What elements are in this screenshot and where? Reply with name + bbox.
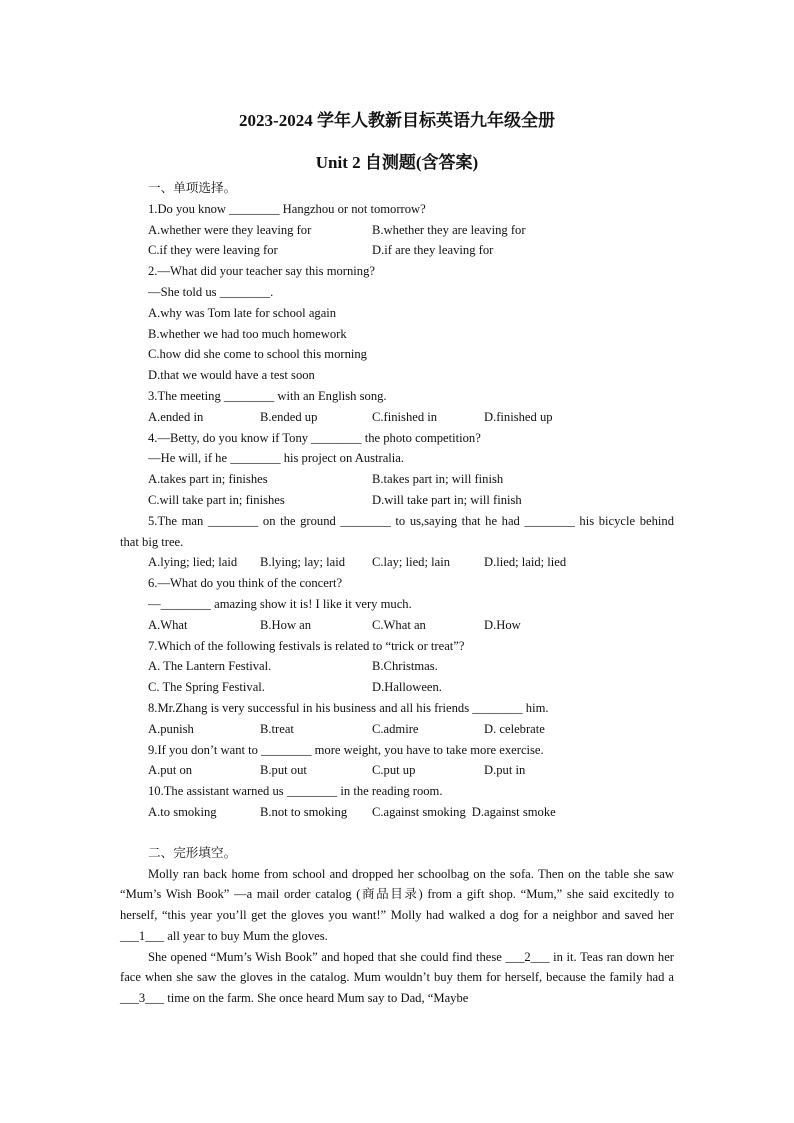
option: B.whether we had too much homework <box>148 326 347 341</box>
option: D.finished up <box>484 409 553 424</box>
option: A.ended in <box>148 409 204 424</box>
option: C.put up <box>372 763 416 778</box>
question-stem: 10.The assistant warned us ________ in the reading room. <box>148 784 443 799</box>
option-row <box>120 469 674 490</box>
question-reply: —She told us ________. <box>148 284 274 299</box>
option: C.will take part in; finishes <box>148 492 285 507</box>
question-reply: —________ amazing show it is! I like it very much. <box>148 596 412 611</box>
question-stem: 8.Mr.Zhang is very successful in his business and all his friends ________ him. <box>148 700 549 715</box>
option: A.lying; lied; laid <box>148 555 238 570</box>
option: A.What <box>148 617 188 632</box>
option: C.admire <box>372 721 419 736</box>
document-subtitle: Unit 2 自测题(含答案) <box>315 153 479 172</box>
option: C. The Spring Festival. <box>148 680 265 695</box>
option: C.What an <box>372 617 426 632</box>
option-row <box>120 615 674 636</box>
option-row <box>120 677 674 698</box>
option: D.against smoke <box>471 804 556 819</box>
question-stem: 9.If you don’t want to ________ more weight, you have to take more exercise. <box>148 742 544 757</box>
question-stem: 4.—Betty, do you know if Tony ________ the photo competition? <box>148 430 481 445</box>
option: C.if they were leaving for <box>148 243 278 258</box>
option: A. The Lantern Festival. <box>148 659 272 674</box>
option: C.against smoking <box>372 804 466 819</box>
question-stem: 3.The meeting ________ with an English song. <box>148 388 387 403</box>
document-title: 2023-2024 学年人教新目标英语九年级全册 <box>239 111 555 130</box>
option: A.punish <box>148 721 194 736</box>
option: B.lying; lay; laid <box>260 555 346 570</box>
question-stem: 7.Which of the following festivals is related to “trick or treat”? <box>148 638 465 653</box>
option: B.ended up <box>260 409 318 424</box>
option: B.not to smoking <box>260 804 348 819</box>
option: C.how did she come to school this morning <box>148 347 367 362</box>
option-row <box>120 407 674 428</box>
option-row <box>120 656 674 677</box>
section-heading: 二、完形填空。 <box>148 845 237 860</box>
option: A.to smoking <box>148 804 217 819</box>
option-row <box>120 240 674 261</box>
question-stem: 2.—What did your teacher say this morning? <box>148 264 375 279</box>
question-stem: 1.Do you know ________ Hangzhou or not tomorrow? <box>148 201 426 216</box>
option: D.will take part in; will finish <box>372 492 522 507</box>
question-reply: —He will, if he ________ his project on Australia. <box>148 451 405 466</box>
question-stem: 5.The man ________ on the ground ________ to us,saying that he had ________ his bicycle behind that big tree. <box>120 513 674 549</box>
option: D.that we would have a test soon <box>148 368 315 383</box>
option: D.How <box>484 617 521 632</box>
option: D.if are they leaving for <box>372 243 494 258</box>
option: A.takes part in; finishes <box>148 472 268 487</box>
option: D.Halloween. <box>372 680 442 695</box>
option: B.takes part in; will finish <box>372 472 504 487</box>
option-row <box>120 490 674 511</box>
option-row <box>120 220 674 241</box>
section-spacer <box>120 823 674 843</box>
option: A.put on <box>148 763 193 778</box>
option-row <box>120 552 674 573</box>
option: A.why was Tom late for school again <box>148 305 337 320</box>
cloze-paragraph: She opened “Mum’s Wish Book” and hoped that she could find these ___2___ in it. Teas ran down her face when she saw the gloves in the catalog. Mum wouldn’t buy them for herself, because the family had a ___3___ time on the farm. She once heard Mum say to Dad, “Maybe <box>120 949 674 1006</box>
option: D.put in <box>484 763 526 778</box>
section-heading: 一、单项选择。 <box>148 181 237 195</box>
option: B.How an <box>260 617 312 632</box>
option: C.finished in <box>372 409 438 424</box>
option-row <box>120 719 674 740</box>
option: D.lied; laid; lied <box>484 555 567 570</box>
option: A.whether were they leaving for <box>148 222 312 237</box>
cloze-paragraph: Molly ran back home from school and dropped her schoolbag on the sofa. Then on the table she saw “Mum’s Wish Book” —a mail order catalog (商品目录) from a gift shop. “Mum,” she said excitedly to herself, “this year you’ll get the gloves you want!” Molly had walked a dog for a neighbor and saved her ___1___ all year to buy Mum the gloves. <box>120 866 674 943</box>
option: B.treat <box>260 721 294 736</box>
option: B.put out <box>260 763 307 778</box>
option-row <box>120 802 674 823</box>
option: B.whether they are leaving for <box>372 222 526 237</box>
option: B.Christmas. <box>372 659 438 674</box>
option: D. celebrate <box>484 721 545 736</box>
document-body <box>120 178 674 1009</box>
option-row <box>120 760 674 781</box>
option: C.lay; lied; lain <box>372 555 450 570</box>
question-stem: 6.—What do you think of the concert? <box>148 576 343 591</box>
